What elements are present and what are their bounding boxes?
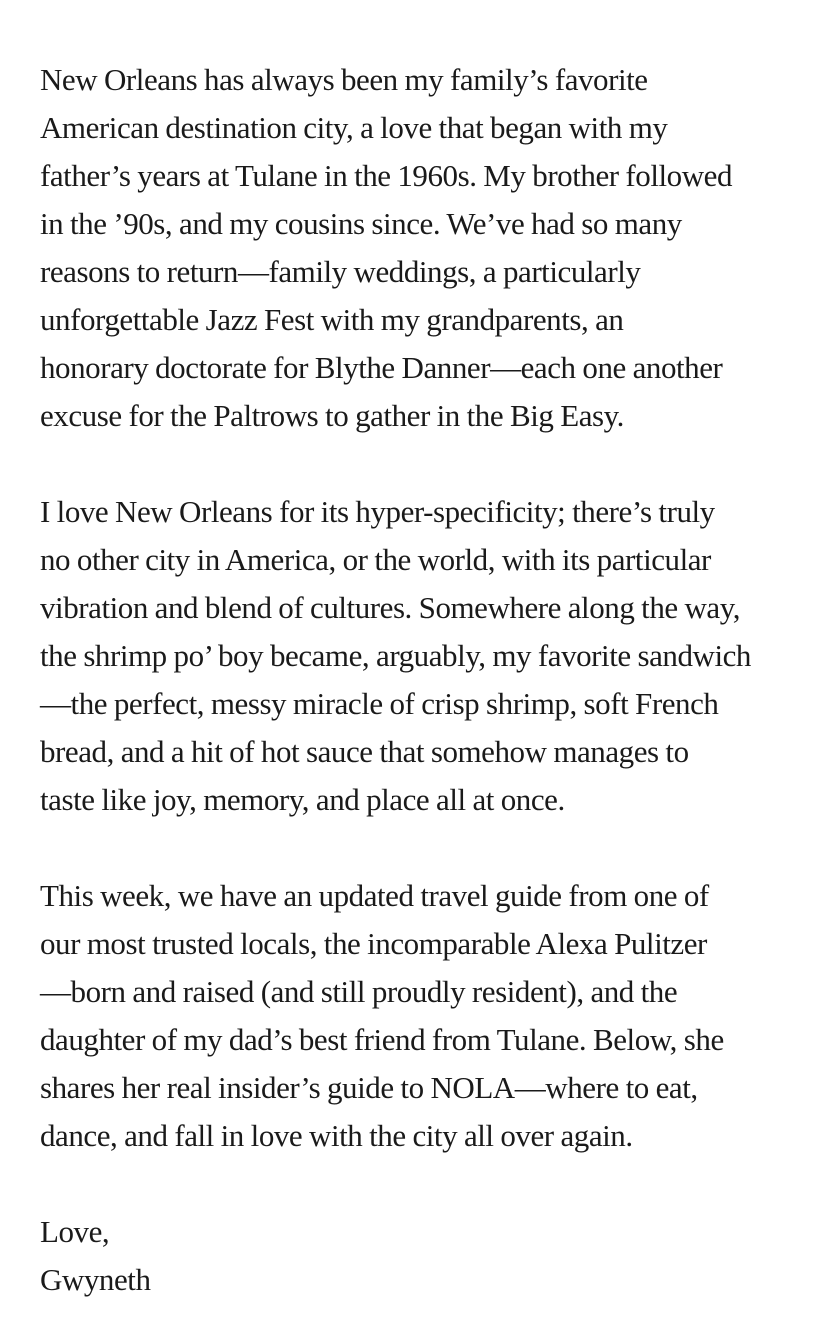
paragraph-line: no other city in America, or the world, with its particular (40, 542, 711, 577)
paragraph-line: reasons to return—family weddings, a particularly (40, 254, 641, 289)
signoff-closing: Love, (40, 1214, 110, 1249)
paragraph-line: unforgettable Jazz Fest with my grandparents, an (40, 302, 624, 337)
paragraph-line: daughter of my dad’s best friend from Tulane. Below, she (40, 1022, 724, 1057)
paragraph-line: —born and raised (and still proudly resident), and the (40, 974, 678, 1009)
paragraph-line: father’s years at Tulane in the 1960s. My brother followed (40, 158, 733, 193)
po-boy-paragraph (40, 488, 788, 824)
paragraph-line: excuse for the Paltrows to gather in the Big Easy. (40, 398, 624, 433)
paragraph-line: shares her real insider’s guide to NOLA—where to eat, (40, 1070, 698, 1105)
paragraph-line: vibration and blend of cultures. Somewhere along the way, (40, 590, 741, 625)
travel-guide-paragraph (40, 872, 788, 1160)
paragraph-line: American destination city, a love that began with my (40, 110, 668, 145)
paragraph-line: in the ’90s, and my cousins since. We’ve had so many (40, 206, 682, 241)
paragraph-line: bread, and a hit of hot sauce that somehow manages to (40, 734, 689, 769)
paragraph-line: —the perfect, messy miracle of crisp shrimp, soft French (40, 686, 719, 721)
paragraph-line: New Orleans has always been my family’s favorite (40, 62, 648, 97)
signoff-name: Gwyneth (40, 1262, 151, 1297)
paragraph-line: dance, and fall in love with the city all over again. (40, 1118, 633, 1153)
paragraph-line: our most trusted locals, the incomparable Alexa Pulitzer (40, 926, 707, 961)
paragraph-line: taste like joy, memory, and place all at once. (40, 782, 565, 817)
paragraph-line: This week, we have an updated travel guide from one of (40, 878, 709, 913)
intro-paragraph (40, 56, 788, 440)
paragraph-line: the shrimp po’ boy became, arguably, my favorite sandwich (40, 638, 751, 673)
signoff (40, 1208, 788, 1304)
paragraph-line: I love New Orleans for its hyper-specificity; there’s truly (40, 494, 715, 529)
paragraph-line: honorary doctorate for Blythe Danner—each one another (40, 350, 723, 385)
